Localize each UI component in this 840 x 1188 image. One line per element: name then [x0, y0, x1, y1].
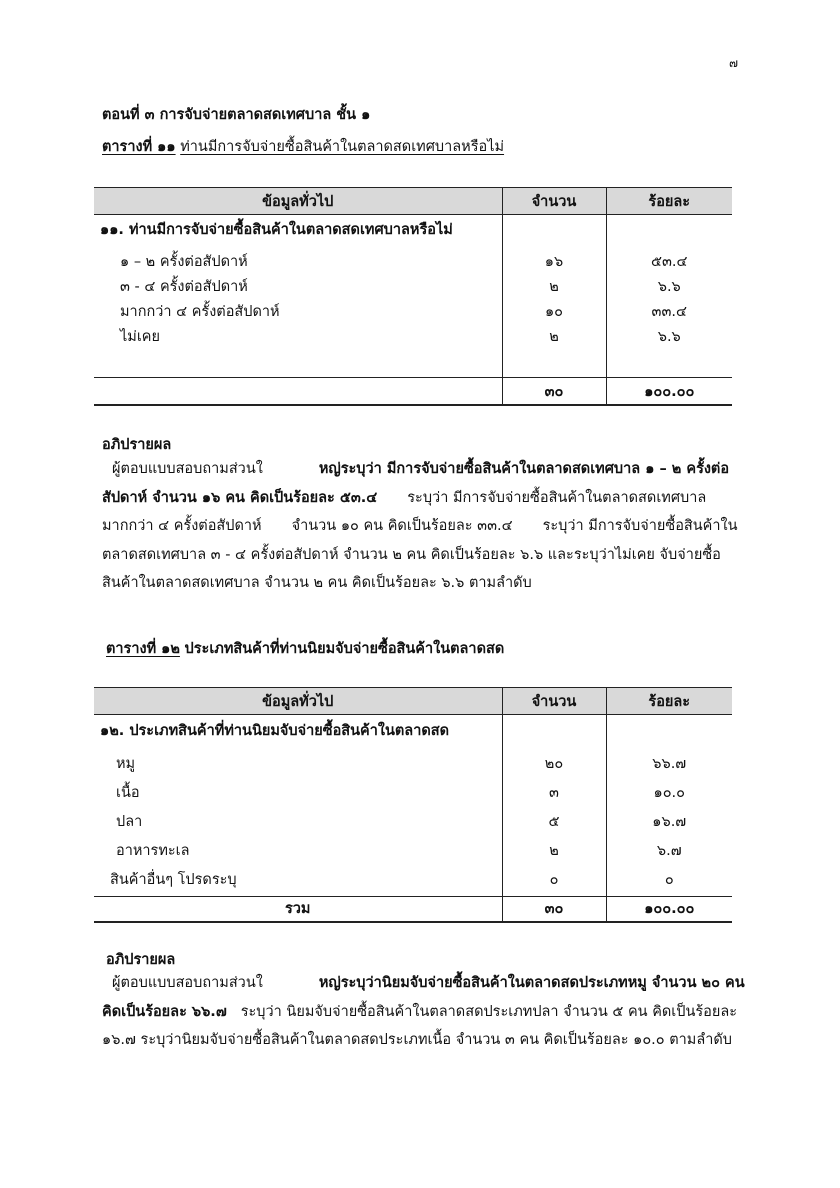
table1-row-label: ๑ – ๒ ครั้งต่อสัปดาห์ [120, 254, 248, 270]
discussion1-line: หญ่ระบุว่า มีการจับจ่ายซื้อสินค้าในตลาดสดเทศบาล ๑ – ๒ ครั้งต่อ [318, 461, 730, 477]
discussion1-line: ตลาดสดเทศบาล ๓ - ๔ ครั้งต่อสัปดาห์ จำนวน ๒ คน คิดเป็นร้อยละ ๖.๖ และระบุว่าไม่เคย จับจ่ายซื้อ [102, 546, 721, 563]
table2-total-label: รวม [94, 896, 502, 922]
table2-row-count: ๐ [502, 865, 606, 896]
table1-caption-label: ตารางที่ ๑๑ [102, 139, 176, 155]
table1-row-label: ไม่เคย [120, 329, 161, 345]
page-number: ๗ [729, 56, 739, 70]
table-row [94, 836, 732, 865]
table2-header-count: จำนวน [502, 688, 606, 715]
table1-total-row [94, 378, 732, 406]
table1-caption [102, 135, 504, 158]
table2-row-count: ๕ [502, 807, 606, 836]
table-row [94, 865, 732, 896]
table2-header-row [94, 688, 732, 715]
discussion1-line: จำนวน ๑๐ คน คิดเป็นร้อยละ ๓๓.๔ [291, 518, 513, 534]
table-row [94, 250, 732, 275]
table-row [94, 749, 732, 778]
table1-row-count: ๑๐ [502, 300, 606, 325]
table1-row-count: ๑๖ [502, 250, 606, 275]
table2-row-percent: ๐ [606, 865, 732, 896]
table1-total-percent: ๑๐๐.๐๐ [606, 378, 732, 406]
table1-row-count: ๒ [502, 325, 606, 350]
table-row [94, 300, 732, 325]
table2-row-count: ๒ [502, 836, 606, 865]
table2-total-row [94, 896, 732, 922]
table1-header-info: ข้อมูลทั่วไป [94, 188, 502, 215]
table2-caption-label: ตารางที่ ๑๒ [106, 641, 180, 657]
table1-header-count: จำนวน [502, 188, 606, 215]
table2-row-label: หมู [116, 756, 136, 772]
table2 [94, 687, 732, 923]
table2-total-percent: ๑๐๐.๐๐ [606, 896, 732, 922]
table1-row-percent: ๕๓.๔ [606, 250, 732, 275]
discussion2-paragraph [102, 969, 745, 1055]
table2-total-count: ๓๐ [502, 896, 606, 922]
table-row [94, 778, 732, 807]
table2-row-count: ๒๐ [502, 749, 606, 778]
table-row [94, 325, 732, 350]
table1-group-row [94, 215, 732, 251]
table1-row-label: ๓ - ๔ ครั้งต่อสัปดาห์ [120, 279, 248, 295]
table2-row-percent: ๖๖.๗ [606, 749, 732, 778]
table2-row-label: เนื้อ [116, 785, 140, 801]
table2-row-label: สินค้าอื่นๆ โปรดระบุ [110, 872, 237, 888]
table2-group-row [94, 715, 732, 750]
table1-total-label [94, 378, 502, 406]
table2-row-count: ๓ [502, 778, 606, 807]
table1-row-percent: ๖.๖ [606, 275, 732, 300]
table1 [94, 187, 732, 406]
discussion1-line: สัปดาห์ จำนวน ๑๖ คน คิดเป็นร้อยละ ๕๓.๔ [102, 489, 378, 506]
discussion2-line: คิดเป็นร้อยละ ๖๖.๗ [102, 1003, 227, 1020]
table1-group-label: ๑๑. ท่านมีการจับจ่ายซื้อสินค้าในตลาดสดเทศบาลหรือไม่ [100, 222, 453, 238]
table2-header-percent: ร้อยละ [606, 688, 732, 715]
table2-row-percent: ๖.๗ [606, 836, 732, 865]
discussion2-heading: อภิปรายผล [106, 952, 176, 968]
table2-caption [106, 637, 504, 660]
table2-header-info: ข้อมูลทั่วไป [94, 688, 502, 715]
table1-row-percent: ๖.๖ [606, 325, 732, 350]
table2-group-label: ๑๒. ประเภทสินค้าที่ท่านนิยมจับจ่ายซื้อสินค้าในตลาดสด [100, 723, 450, 739]
table1-row-percent: ๓๓.๔ [606, 300, 732, 325]
discussion1-line: ระบุว่า มีการจับจ่ายซื้อสินค้าใน [542, 518, 738, 534]
discussion2-line: หญ่ระบุว่านิยมจับจ่ายซื้อสินค้าในตลาดสดประเภทหมู จำนวน ๒๐ คน [318, 975, 745, 991]
table1-row-count: ๒ [502, 275, 606, 300]
discussion1-heading: อภิปรายผล [102, 437, 172, 453]
table1-caption-text: ท่านมีการจับจ่ายซื้อสินค้าในตลาดสดเทศบาลหรือไม่ [180, 139, 505, 155]
table1-header-row [94, 188, 732, 215]
table2-row-percent: ๑๐.๐ [606, 778, 732, 807]
discussion1-line: ระบุว่า มีการจับจ่ายซื้อสินค้าในตลาดสดเทศบาล [407, 489, 707, 506]
table-row [94, 807, 732, 836]
table2-row-percent: ๑๖.๗ [606, 807, 732, 836]
discussion1-paragraph [102, 455, 742, 598]
discussion1-line: สินค้าในตลาดสดเทศบาล จำนวน ๒ คน คิดเป็นร้อยละ ๖.๖ ตามลำดับ [102, 575, 532, 591]
table-row [94, 275, 732, 300]
table2-caption-text: ประเภทสินค้าที่ท่านนิยมจับจ่ายซื้อสินค้าในตลาดสด [184, 641, 505, 657]
discussion2-line: ระบุว่า นิยมจับจ่ายซื้อสินค้าในตลาดสดประเภทปลา จำนวน ๕ คน คิดเป็นร้อยละ [240, 1003, 738, 1020]
table1-total-count: ๓๐ [502, 378, 606, 406]
discussion1-line: มากกว่า ๔ ครั้งต่อสัปดาห์ [102, 518, 262, 534]
discussion1-line: ผู้ตอบแบบสอบถามส่วนใ [112, 461, 263, 477]
section-title: ตอนที่ ๓ การจับจ่ายตลาดสดเทศบาล ชั้น ๑ [102, 107, 371, 123]
discussion2-line: ผู้ตอบแบบสอบถามส่วนใ [112, 975, 263, 991]
table2-row-label: ปลา [116, 814, 143, 830]
table1-header-percent: ร้อยละ [606, 188, 732, 215]
table1-row-label: มากกว่า ๔ ครั้งต่อสัปดาห์ [120, 304, 280, 320]
table2-row-label: อาหารทะเล [116, 843, 190, 859]
discussion2-line: ๑๖.๗ ระบุว่านิยมจับจ่ายซื้อสินค้าในตลาดสดประเภทเนื้อ จำนวน ๓ คน คิดเป็นร้อยละ ๑๐.๐ ตามลำดับ [102, 1032, 733, 1048]
